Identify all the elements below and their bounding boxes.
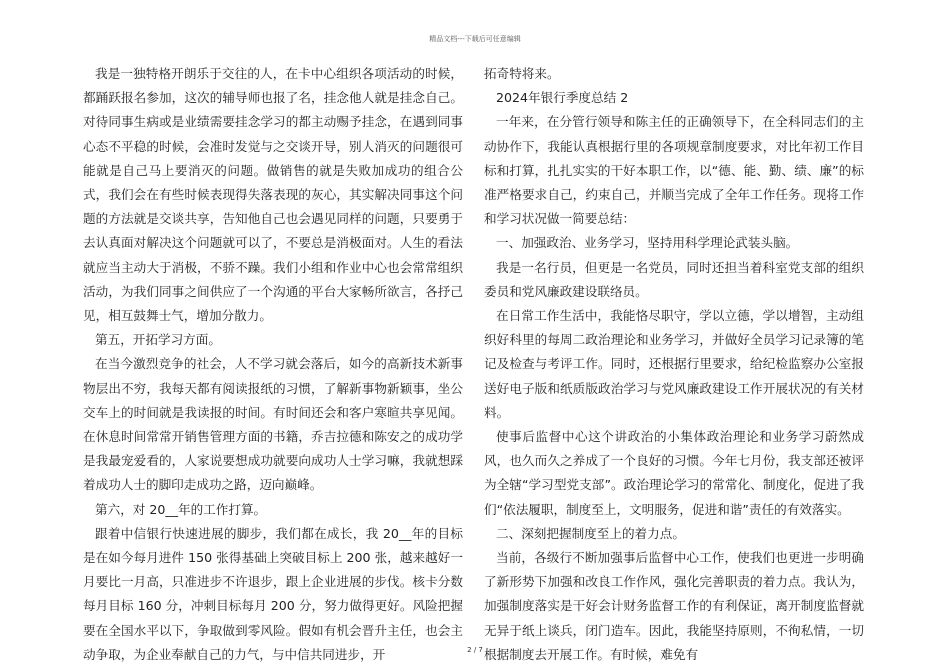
- paragraph: 我是一名行员，但更是一名党员，同时还担当着科室党支部的组织委员和党风廉政建设联络员。: [484, 259, 864, 299]
- page-header: 精品文档---下载后可任意编辑: [429, 35, 521, 43]
- paragraph: 在日常工作生活中，我能恪尽职守，学以立德，学以增智，主动组织好科里的每周二政治理论和业务学习，并做好全员学习记录簿的笔记及检查与考评工作。同时，还根据行里要求，给纪检监察办公室报送好电子版和纸质版政治学习与党风廉政建设工作开展状况的有关材料。: [484, 308, 864, 420]
- paragraph: 使事后监督中心这个讲政治的小集体政治理论和业务学习蔚然成风，也久而久之养成了一个良好的习惯。今年七月份，我支部还被评为全辖“学习型党支部”。政治理论学习的常常化、制度化，促进了我们“依法履职，制度至上，文明服务，促进和谐”责任的有效落实。: [484, 429, 864, 517]
- section-heading: 一、加强政治、业务学习，坚持用科学理论武装头脑。: [496, 235, 799, 251]
- right-column: [484, 62, 864, 667]
- paragraph: 当前，各级行不断加强事后监督中心工作，使我们也更进一步明确了新形势下加强和改良工作作风，强化完善职责的着力点。我认为，加强制度落实是干好会计财务监督工作的有利保证，离开制度监督就无异于纸上谈兵，闭门造车。因此，我能坚持原则，不徇私情，一切根据制度去开展工作。有时候，难免有: [484, 550, 864, 662]
- section-heading: 第六，对 20__年的工作打算。: [95, 501, 267, 517]
- section-heading: 二、深刻把握制度至上的着力点。: [496, 525, 685, 541]
- paragraph-continuation: 拓奇特将来。: [484, 66, 560, 81]
- paragraph: 我是一独特格开朗乐于交往的人，在卡中心组织各项活动的时候，都踊跃报名参加，这次的辅导师也报了名，挂念他人就是挂念自己。对待同事生病或是业绩需要挂念学习的都主动赐予挂念，在遇到同事心态不平稳的时候，会准时发觉与之交谈开导，别人消灭的问题很可能就是自己马上要消灭的问题。做销售的就是失败加成功的组合公式，我们会在有些时候表现得失落表现的灰心，其实解决同事这个问题的方法就是交谈共享，告知他自己也会遇见同样的问题，只要勇于去认真面对解决这个问题就可以了，不要总是消极面对。人生的看法就应当主动大于消极，不骄不躁。我们小组和作业中心也会常常组织活动，为我们同事之间供应了一个沟通的平台大家畅所欲言，各抒己见，相互鼓舞士气，增加分散力。: [83, 66, 463, 324]
- paragraph: 在当今激烈竞争的社会，人不学习就会落后，如今的高新技术新事物层出不穷，我每天都有阅读报纸的习惯，了解新事物新颖事，坐公交车上的时间就是我读报的时间。有时间还会和客户寒暄共享见闻。在休息时间常常开销售管理方面的书籍，乔吉拉德和陈安之的成功学是我最宠爱看的，人家说要想成功就要向成功人士学习嘛，我就想踩着成功人士的脚印走成功之路，迈向巅峰。: [83, 356, 463, 493]
- section-heading: 第五，开拓学习方面。: [95, 332, 221, 348]
- left-column: [83, 62, 463, 667]
- document-title: 2024年银行季度总结 2: [496, 90, 629, 106]
- page-number: 2 / 7: [467, 646, 483, 654]
- paragraph: 一年来，在分管行领导和陈主任的正确领导下，在全科同志们的主动协作下，我能认真根据行里的各项规章制度要求，对比年初工作目标和打算，扎扎实实的干好本职工作，以“德、能、勤、绩、廉”的标准严格要求自己，约束自己，并顺当完成了全年工作任务。现将工作和学习状况做一简要总结：: [484, 114, 864, 227]
- paragraph: 跟着中信银行快速进展的脚步，我们都在成长，我 20__年的目标是在如今每月进件 150 张得基础上突破目标上 200 张，越来越好一月要比一月高，只准进步不许退步，跟上企业进展的步伐。核卡分数每月目标 160 分，冲刺目标每月 200 分，努力做得更好。风险把握要在全国水平以下，争取做到零风险。假如有机会晋升主任，也会主动争取，为企业奉献自己的力气，与中信共同进步，开: [83, 525, 463, 662]
